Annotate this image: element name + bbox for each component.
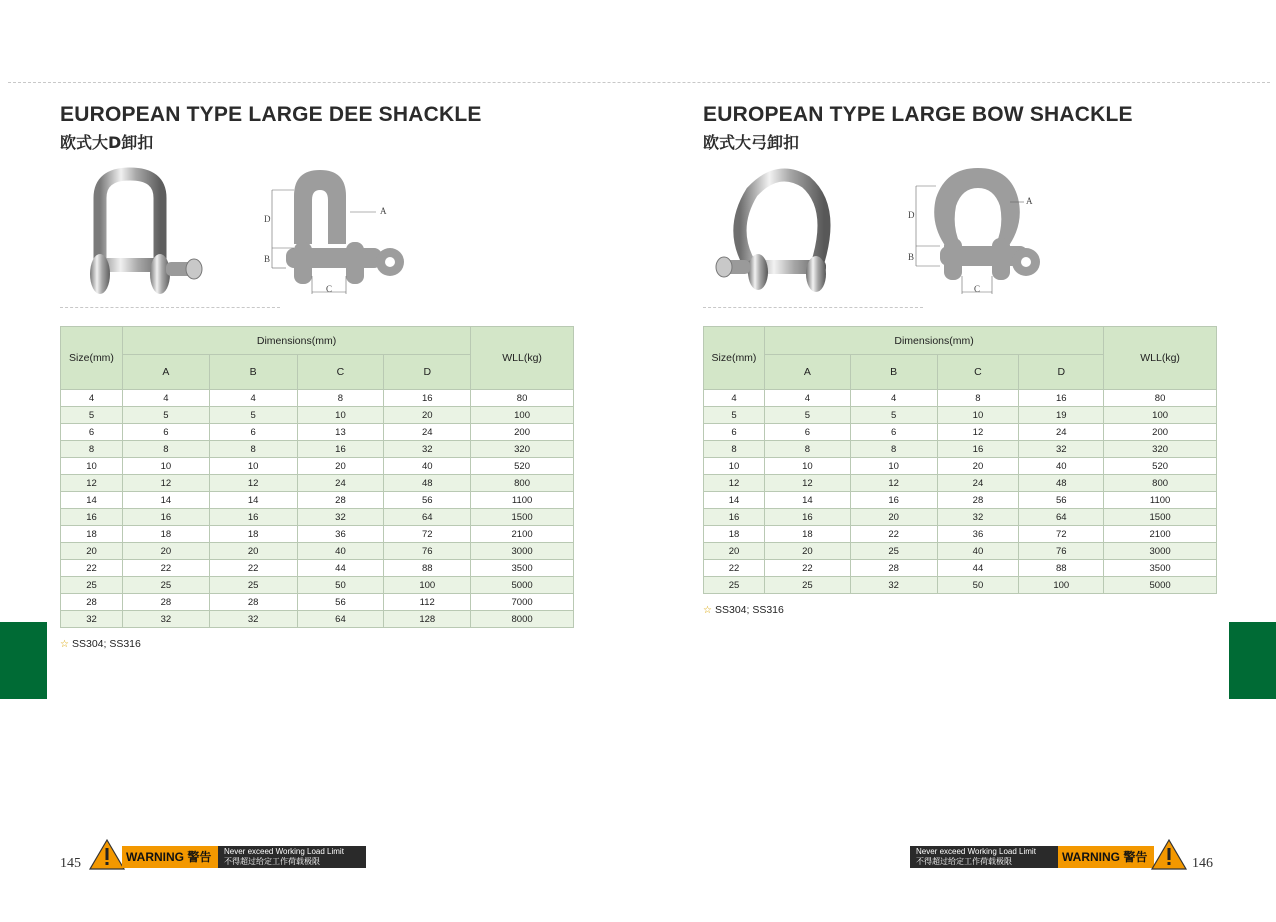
table-cell: 8 bbox=[764, 441, 850, 458]
table-cell: 100 bbox=[471, 407, 574, 424]
table-cell: 56 bbox=[384, 492, 471, 509]
table-row bbox=[704, 424, 1217, 441]
table-cell: 18 bbox=[704, 526, 765, 543]
table-cell: 48 bbox=[1019, 475, 1104, 492]
table-cell: 12 bbox=[937, 424, 1019, 441]
table-row bbox=[61, 390, 574, 407]
table-cell: 12 bbox=[122, 475, 209, 492]
table-cell: 18 bbox=[122, 526, 209, 543]
table-cell: 200 bbox=[1104, 424, 1217, 441]
warning-triangle-icon bbox=[1150, 838, 1188, 870]
warning-line-en: Never exceed Working Load Limit bbox=[224, 847, 344, 856]
warning-line-cn: 不得超过给定工作荷载极限 bbox=[916, 857, 1012, 866]
table-cell: 16 bbox=[764, 509, 850, 526]
table-cell: 25 bbox=[704, 577, 765, 594]
bow-shackle-photo bbox=[712, 164, 852, 298]
table-cell: 16 bbox=[384, 390, 471, 407]
table-cell: 56 bbox=[297, 594, 384, 611]
table-cell: 6 bbox=[209, 424, 297, 441]
table-row bbox=[704, 492, 1217, 509]
table-cell: 20 bbox=[122, 543, 209, 560]
table-cell: 320 bbox=[1104, 441, 1217, 458]
table-cell: 22 bbox=[764, 560, 850, 577]
table-cell: 32 bbox=[850, 577, 937, 594]
table-cell: 16 bbox=[297, 441, 384, 458]
table-cell: 8 bbox=[61, 441, 123, 458]
table-cell: 7000 bbox=[471, 594, 574, 611]
diagram-label-b: B bbox=[908, 252, 915, 262]
table-cell: 22 bbox=[209, 560, 297, 577]
table-cell: 88 bbox=[384, 560, 471, 577]
table-cell: 32 bbox=[1019, 441, 1104, 458]
dimensions-header: Dimensions(mm) bbox=[122, 327, 470, 355]
table-cell: 25 bbox=[764, 577, 850, 594]
table-cell: 8 bbox=[704, 441, 765, 458]
table-cell: 100 bbox=[1104, 407, 1217, 424]
table-cell: 56 bbox=[1019, 492, 1104, 509]
table-cell: 6 bbox=[61, 424, 123, 441]
table-cell: 24 bbox=[1019, 424, 1104, 441]
dimensions-header: Dimensions(mm) bbox=[764, 327, 1103, 355]
col-header-d: D bbox=[384, 355, 471, 390]
table-cell: 64 bbox=[384, 509, 471, 526]
table-cell: 48 bbox=[384, 475, 471, 492]
table-cell: 10 bbox=[704, 458, 765, 475]
table-cell: 5 bbox=[61, 407, 123, 424]
table-cell: 4 bbox=[850, 390, 937, 407]
warning-triangle-icon bbox=[88, 838, 126, 870]
table-cell: 40 bbox=[297, 543, 384, 560]
table-cell: 200 bbox=[471, 424, 574, 441]
table-cell: 5000 bbox=[1104, 577, 1217, 594]
table-cell: 20 bbox=[61, 543, 123, 560]
table-cell: 8 bbox=[122, 441, 209, 458]
table-cell: 6 bbox=[122, 424, 209, 441]
table-cell: 40 bbox=[937, 543, 1019, 560]
table-cell: 10 bbox=[764, 458, 850, 475]
table-cell: 20 bbox=[384, 407, 471, 424]
right-green-side-tab bbox=[1229, 622, 1276, 699]
table-cell: 14 bbox=[704, 492, 765, 509]
table-cell: 76 bbox=[1019, 543, 1104, 560]
table-cell: 5 bbox=[850, 407, 937, 424]
warning-line-cn: 不得超过给定工作荷载极限 bbox=[224, 857, 320, 866]
left-section-divider bbox=[60, 307, 280, 308]
table-row bbox=[61, 577, 574, 594]
table-cell: 22 bbox=[122, 560, 209, 577]
col-header-b: B bbox=[850, 355, 937, 390]
table-cell: 320 bbox=[471, 441, 574, 458]
table-cell: 5 bbox=[209, 407, 297, 424]
table-cell: 4 bbox=[122, 390, 209, 407]
table-cell: 18 bbox=[764, 526, 850, 543]
table-cell: 22 bbox=[850, 526, 937, 543]
table-cell: 800 bbox=[471, 475, 574, 492]
table-cell: 12 bbox=[764, 475, 850, 492]
table-cell: 28 bbox=[122, 594, 209, 611]
table-cell: 3500 bbox=[1104, 560, 1217, 577]
left-page-subtitle: 欧式大D卸扣 bbox=[60, 133, 154, 152]
warning-label: WARNING 警告 bbox=[1058, 846, 1154, 868]
table-cell: 4 bbox=[704, 390, 765, 407]
table-cell: 36 bbox=[937, 526, 1019, 543]
table-cell: 22 bbox=[61, 560, 123, 577]
table-cell: 76 bbox=[384, 543, 471, 560]
table-cell: 16 bbox=[1019, 390, 1104, 407]
table-cell: 25 bbox=[122, 577, 209, 594]
table-row bbox=[61, 458, 574, 475]
table-cell: 28 bbox=[937, 492, 1019, 509]
diagram-label-d: D bbox=[908, 210, 915, 220]
table-row bbox=[704, 526, 1217, 543]
table-row bbox=[61, 492, 574, 509]
table-cell: 22 bbox=[704, 560, 765, 577]
table-cell: 40 bbox=[1019, 458, 1104, 475]
table-cell: 24 bbox=[297, 475, 384, 492]
table-row bbox=[704, 543, 1217, 560]
table-cell: 32 bbox=[384, 441, 471, 458]
col-header-a: A bbox=[122, 355, 209, 390]
warning-line-en: Never exceed Working Load Limit bbox=[916, 847, 1036, 856]
table-cell: 80 bbox=[471, 390, 574, 407]
table-cell: 14 bbox=[122, 492, 209, 509]
table-row bbox=[61, 594, 574, 611]
table-cell: 50 bbox=[297, 577, 384, 594]
table-cell: 100 bbox=[384, 577, 471, 594]
table-cell: 12 bbox=[704, 475, 765, 492]
size-header: Size(mm) bbox=[61, 327, 123, 390]
table-row bbox=[704, 577, 1217, 594]
left-material-text: SS304; SS316 bbox=[71, 638, 141, 650]
table-cell: 16 bbox=[850, 492, 937, 509]
table-cell: 6 bbox=[764, 424, 850, 441]
table-cell: 1100 bbox=[1104, 492, 1217, 509]
table-cell: 50 bbox=[937, 577, 1019, 594]
left-green-side-tab bbox=[0, 622, 47, 699]
table-cell: 112 bbox=[384, 594, 471, 611]
table-cell: 64 bbox=[1019, 509, 1104, 526]
table-cell: 20 bbox=[209, 543, 297, 560]
table-row bbox=[61, 475, 574, 492]
table-cell: 800 bbox=[1104, 475, 1217, 492]
table-cell: 8 bbox=[209, 441, 297, 458]
table-cell: 24 bbox=[384, 424, 471, 441]
table-cell: 10 bbox=[937, 407, 1019, 424]
table-row bbox=[704, 390, 1217, 407]
table-cell: 44 bbox=[297, 560, 384, 577]
right-section-divider bbox=[703, 307, 923, 308]
table-cell: 28 bbox=[61, 594, 123, 611]
table-cell: 8 bbox=[937, 390, 1019, 407]
table-row bbox=[704, 560, 1217, 577]
table-cell: 1500 bbox=[471, 509, 574, 526]
table-cell: 6 bbox=[704, 424, 765, 441]
table-cell: 4 bbox=[209, 390, 297, 407]
table-cell: 32 bbox=[61, 611, 123, 628]
table-row bbox=[704, 509, 1217, 526]
wll-header: WLL(kg) bbox=[471, 327, 574, 390]
table-cell: 14 bbox=[61, 492, 123, 509]
table-cell: 10 bbox=[122, 458, 209, 475]
table-row bbox=[61, 424, 574, 441]
table-cell: 4 bbox=[61, 390, 123, 407]
star-icon: ☆ bbox=[60, 639, 69, 650]
table-row bbox=[704, 441, 1217, 458]
table-cell: 520 bbox=[1104, 458, 1217, 475]
table-cell: 72 bbox=[1019, 526, 1104, 543]
left-material-note bbox=[60, 638, 141, 650]
table-cell: 18 bbox=[209, 526, 297, 543]
diagram-label-c: C bbox=[326, 284, 333, 294]
table-cell: 5000 bbox=[471, 577, 574, 594]
left-warning-banner bbox=[88, 838, 368, 870]
table-cell: 40 bbox=[384, 458, 471, 475]
table-cell: 100 bbox=[1019, 577, 1104, 594]
table-cell: 32 bbox=[209, 611, 297, 628]
table-cell: 14 bbox=[764, 492, 850, 509]
table-cell: 10 bbox=[297, 407, 384, 424]
table-cell: 1500 bbox=[1104, 509, 1217, 526]
table-cell: 14 bbox=[209, 492, 297, 509]
table-cell: 25 bbox=[61, 577, 123, 594]
size-header: Size(mm) bbox=[704, 327, 765, 390]
table-cell: 5 bbox=[122, 407, 209, 424]
right-page-number: 146 bbox=[1192, 856, 1213, 871]
table-cell: 2100 bbox=[1104, 526, 1217, 543]
left-page-title: EUROPEAN TYPE LARGE DEE SHACKLE bbox=[60, 103, 482, 126]
right-material-text: SS304; SS316 bbox=[714, 604, 784, 616]
table-cell: 16 bbox=[122, 509, 209, 526]
right-warning-banner bbox=[910, 838, 1190, 870]
table-cell: 10 bbox=[209, 458, 297, 475]
table-cell: 8000 bbox=[471, 611, 574, 628]
dee-shackle-photo bbox=[78, 166, 210, 298]
bow-shackle-diagram bbox=[900, 166, 1050, 301]
table-row bbox=[61, 509, 574, 526]
table-cell: 4 bbox=[764, 390, 850, 407]
table-cell: 128 bbox=[384, 611, 471, 628]
table-cell: 13 bbox=[297, 424, 384, 441]
right-page-title: EUROPEAN TYPE LARGE BOW SHACKLE bbox=[703, 103, 1133, 126]
diagram-label-a: A bbox=[380, 206, 387, 216]
table-cell: 20 bbox=[850, 509, 937, 526]
table-cell: 16 bbox=[937, 441, 1019, 458]
table-cell: 16 bbox=[61, 509, 123, 526]
table-cell: 32 bbox=[297, 509, 384, 526]
table-row bbox=[61, 560, 574, 577]
table-cell: 19 bbox=[1019, 407, 1104, 424]
table-cell: 32 bbox=[937, 509, 1019, 526]
table-cell: 3000 bbox=[471, 543, 574, 560]
table-cell: 1100 bbox=[471, 492, 574, 509]
dee-shackle-diagram bbox=[258, 166, 408, 301]
table-cell: 3000 bbox=[1104, 543, 1217, 560]
table-cell: 64 bbox=[297, 611, 384, 628]
table-cell: 10 bbox=[61, 458, 123, 475]
star-icon: ☆ bbox=[703, 605, 712, 616]
table-cell: 16 bbox=[704, 509, 765, 526]
left-page-number: 145 bbox=[60, 856, 81, 871]
col-header-c: C bbox=[937, 355, 1019, 390]
table-cell: 24 bbox=[937, 475, 1019, 492]
table-cell: 28 bbox=[209, 594, 297, 611]
table-cell: 12 bbox=[850, 475, 937, 492]
table-cell: 25 bbox=[209, 577, 297, 594]
table-row bbox=[61, 441, 574, 458]
table-cell: 36 bbox=[297, 526, 384, 543]
wll-header: WLL(kg) bbox=[1104, 327, 1217, 390]
diagram-label-a: A bbox=[1026, 196, 1033, 206]
top-dotted-rule bbox=[8, 82, 1270, 83]
col-header-a: A bbox=[764, 355, 850, 390]
table-cell: 520 bbox=[471, 458, 574, 475]
table-cell: 8 bbox=[297, 390, 384, 407]
table-row bbox=[704, 458, 1217, 475]
table-cell: 2100 bbox=[471, 526, 574, 543]
table-row bbox=[61, 611, 574, 628]
table-cell: 3500 bbox=[471, 560, 574, 577]
table-cell: 28 bbox=[850, 560, 937, 577]
table-cell: 32 bbox=[122, 611, 209, 628]
table-row bbox=[704, 407, 1217, 424]
dee-shackle-spec-table bbox=[60, 326, 574, 628]
col-header-c: C bbox=[297, 355, 384, 390]
table-cell: 5 bbox=[764, 407, 850, 424]
warning-message bbox=[218, 846, 366, 868]
warning-label: WARNING 警告 bbox=[122, 846, 218, 868]
col-header-b: B bbox=[209, 355, 297, 390]
table-cell: 20 bbox=[937, 458, 1019, 475]
table-cell: 20 bbox=[704, 543, 765, 560]
table-row bbox=[61, 543, 574, 560]
bow-shackle-spec-table bbox=[703, 326, 1217, 594]
right-material-note bbox=[703, 604, 784, 616]
col-header-d: D bbox=[1019, 355, 1104, 390]
diagram-label-c: C bbox=[974, 284, 981, 294]
table-cell: 20 bbox=[297, 458, 384, 475]
table-cell: 16 bbox=[209, 509, 297, 526]
table-cell: 44 bbox=[937, 560, 1019, 577]
table-cell: 80 bbox=[1104, 390, 1217, 407]
table-cell: 12 bbox=[61, 475, 123, 492]
warning-message bbox=[910, 846, 1058, 868]
diagram-label-b: B bbox=[264, 254, 271, 264]
right-page-subtitle: 欧式大弓卸扣 bbox=[703, 133, 800, 152]
table-cell: 88 bbox=[1019, 560, 1104, 577]
table-cell: 72 bbox=[384, 526, 471, 543]
table-cell: 28 bbox=[297, 492, 384, 509]
table-cell: 12 bbox=[209, 475, 297, 492]
table-cell: 25 bbox=[850, 543, 937, 560]
table-cell: 20 bbox=[764, 543, 850, 560]
table-cell: 18 bbox=[61, 526, 123, 543]
table-row bbox=[61, 407, 574, 424]
diagram-label-d: D bbox=[264, 214, 271, 224]
table-row bbox=[61, 526, 574, 543]
table-cell: 5 bbox=[704, 407, 765, 424]
table-cell: 6 bbox=[850, 424, 937, 441]
table-cell: 8 bbox=[850, 441, 937, 458]
table-cell: 10 bbox=[850, 458, 937, 475]
table-row bbox=[704, 475, 1217, 492]
